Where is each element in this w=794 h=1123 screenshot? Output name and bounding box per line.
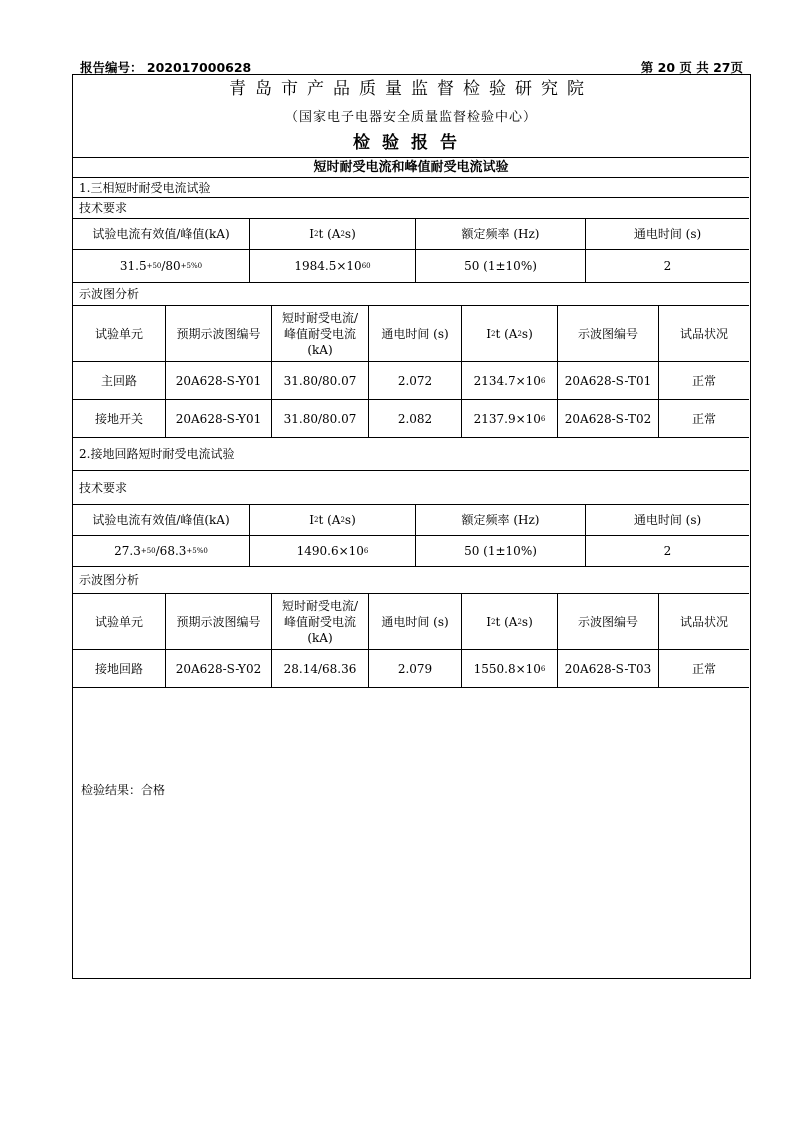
req1-header-freq: 额定频率 (Hz) [416,219,586,250]
table-row-cell: 20A628-S-Y01 [166,400,272,438]
table-row-cell: 主回路 [73,362,166,400]
req1-time-value: 2 [586,250,749,283]
osc1-header-i2t: I 2 t (A 2 s) [462,306,558,362]
req1-freq-value: 50 (1±10%) [416,250,586,283]
req2-current-value: 27.3 +5 0 /68.3 +5% 0 [73,536,250,567]
page-info: 第 20 页 共 27页 [640,60,743,75]
req1-current-value: 31.5 +5 0 /80 +5% 0 [73,250,250,283]
report-number-value: 202017000628 [146,60,252,75]
report-number-label: 报告编号： [80,60,143,75]
osc2-header-time: 通电时间 (s) [369,594,462,650]
section1-osc-label: 示波图分析 [73,283,749,306]
result-value: 合格 [141,783,166,797]
req2-time-value: 2 [586,536,749,567]
table-row-cell: 2.079 [369,650,462,688]
section2-tech-label: 技术要求 [73,471,749,505]
inspection-result [81,781,165,798]
report-frame [72,74,751,979]
req2-header-time: 通电时间 (s) [586,505,749,536]
table-row-cell: 接地回路 [73,650,166,688]
osc1-header-osc: 示波图编号 [558,306,659,362]
osc1-header-time: 通电时间 (s) [369,306,462,362]
table-row-cell: 2.072 [369,362,462,400]
table-row-cell: 20A628-S-Y01 [166,362,272,400]
section1-tech-label: 技术要求 [73,198,749,219]
osc1-header-status: 试品状况 [659,306,749,362]
req2-i2t-value: 1490.6×10 6 [250,536,416,567]
req1-header-time: 通电时间 (s) [586,219,749,250]
table-row-cell: 20A628-S-Y02 [166,650,272,688]
table-row-cell: 2.082 [369,400,462,438]
req2-freq-value: 50 (1±10%) [416,536,586,567]
table-row-cell: 正常 [659,400,749,438]
center-name: （国家电子电器安全质量监督检验中心） [284,110,537,125]
table-row-cell: 28.14/68.36 [272,650,369,688]
osc1-header-expected: 预期示波图编号 [166,306,272,362]
table-row-cell: 20A628-S-T02 [558,400,659,438]
table-row-cell: 接地开关 [73,400,166,438]
osc2-header-expected: 预期示波图编号 [166,594,272,650]
osc2-header-status: 试品状况 [659,594,749,650]
result-label: 检验结果： [81,783,142,797]
osc2-header-i2t: I 2 t (A 2 s) [462,594,558,650]
req2-header-current: 试验电流有效值/峰值(kA) [73,505,250,536]
report-header [80,56,743,74]
table-row-cell: 2137.9×10 6 [462,400,558,438]
req1-header-i2t: I 2 t (A 2 s) [250,219,416,250]
table-row-cell: 20A628-S-T01 [558,362,659,400]
table-row-cell: 20A628-S-T03 [558,650,659,688]
osc1-header-unit: 试验单元 [73,306,166,362]
req1-header-current: 试验电流有效值/峰值(kA) [73,219,250,250]
osc2-header-osc: 示波图编号 [558,594,659,650]
table-row-cell: 31.80/80.07 [272,400,369,438]
institute-name: 青岛市产品质量监督检验研究院 [229,79,593,99]
req2-header-i2t: I 2 t (A 2 s) [250,505,416,536]
section2-heading: 2.接地回路短时耐受电流试验 [73,438,749,471]
test-title: 短时耐受电流和峰值耐受电流试验 [73,158,749,178]
section2-osc-label: 示波图分析 [73,567,749,594]
table-row-cell: 正常 [659,362,749,400]
section1-heading: 1.三相短时耐受电流试验 [73,178,749,198]
osc1-header-current: 短时耐受电流/峰值耐受电流 (kA) [272,306,369,362]
req2-header-freq: 额定频率 (Hz) [416,505,586,536]
report-title: 检验报告 [73,129,749,158]
osc2-header-current: 短时耐受电流/峰值耐受电流 (kA) [272,594,369,650]
table-row-cell: 2134.7×10 6 [462,362,558,400]
table-row-cell: 31.80/80.07 [272,362,369,400]
osc2-header-unit: 试验单元 [73,594,166,650]
table-row-cell: 正常 [659,650,749,688]
table-row-cell: 1550.8×10 6 [462,650,558,688]
req1-i2t-value: 1984.5×10 6 0 [250,250,416,283]
